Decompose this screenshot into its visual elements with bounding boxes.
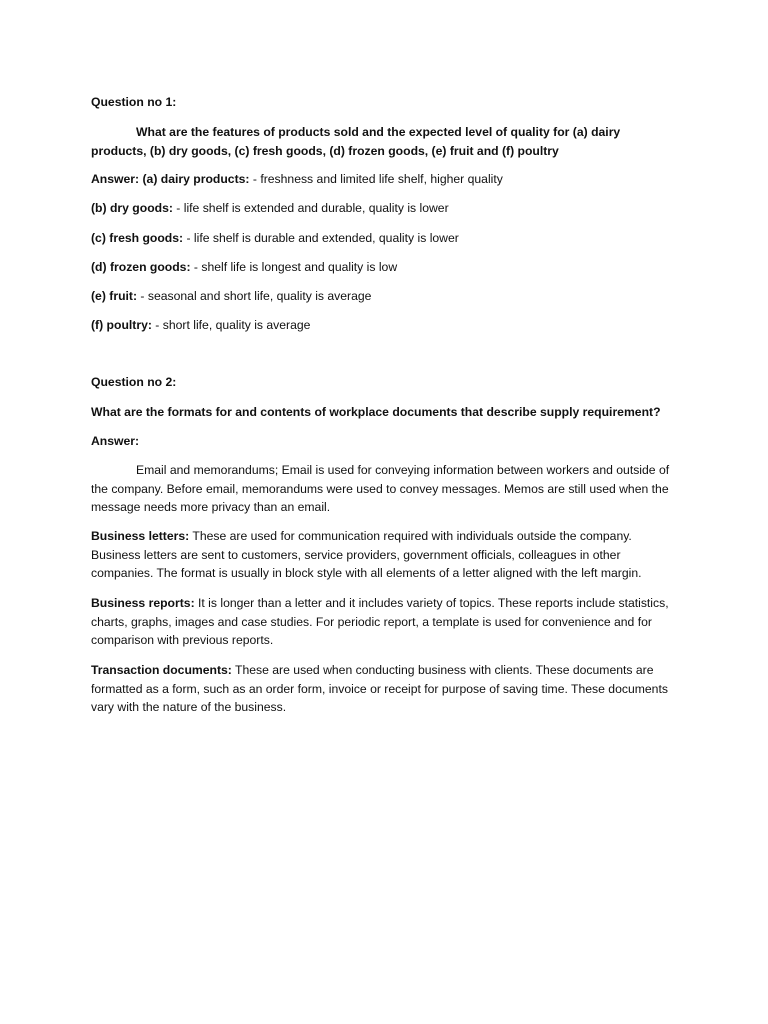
answer-1-item-f: [91, 316, 676, 335]
item-a-label: (a) dairy products:: [142, 172, 250, 186]
answer-1-item-b: [91, 199, 676, 218]
answer-2-label: Answer:: [91, 434, 140, 448]
answer-2-para-transactions: [91, 661, 676, 717]
item-c-label: (c) fresh goods:: [91, 231, 184, 245]
reports-text: It is longer than a letter and it includes variety of topics. These reports include statistics, charts, graphs, images and case studies. For periodic report, a template is used for convenience and for comparison with previous reports.: [91, 596, 669, 647]
answer-2-para-letters: [91, 527, 676, 583]
answer-1-label: Answer:: [91, 172, 140, 186]
item-d-text: - shelf life is longest and quality is low: [190, 260, 398, 274]
transactions-text: These are used when conducting business with clients. These documents are formatted as a form, such as an order form, invoice or receipt for purpose of saving time. These documents vary with the nature of the business.: [91, 663, 668, 714]
question-2-text: What are the formats for and contents of workplace documents that describe supply requirement?: [91, 405, 661, 419]
answer-2-para-reports: [91, 594, 676, 650]
item-c-text: - life shelf is durable and extended, quality is lower: [183, 231, 459, 245]
answer-2-para-email: Email and memorandums; Email is used for conveying information between workers and outside of the company. Before email, memorandums were used to convey messages. Memos are still used when the message needs more privacy than an email.: [91, 463, 670, 514]
answer-1-item-d: [91, 258, 676, 277]
question-1-text: What are the features of products sold and the expected level of quality for (a) dairy products, (b) dry goods, (c) fresh goods, (d) frozen goods, (e) fruit and (f) poultry: [91, 125, 621, 158]
item-e-label: (e) fruit:: [91, 289, 138, 303]
letters-text: These are used for communication required with individuals outside the company. Business letters are sent to customers, service providers, government officials, colleagues in other companies. The format is usually in block style with all elements of a letter aligned with the left margin.: [91, 529, 642, 580]
question-2-heading: Question no 2:: [91, 375, 177, 389]
item-e-text: - seasonal and short life, quality is average: [137, 289, 372, 303]
item-b-label: (b) dry goods:: [91, 201, 173, 215]
item-a-text: - freshness and limited life shelf, higher quality: [249, 172, 503, 186]
answer-1-item-e: [91, 287, 676, 306]
answer-1-item-c: [91, 229, 676, 248]
item-f-label: (f) poultry:: [91, 318, 152, 332]
item-d-label: (d) frozen goods:: [91, 260, 191, 274]
answer-1-item-a: [91, 170, 676, 189]
letters-label: Business letters:: [91, 529, 190, 543]
transactions-label: Transaction documents:: [91, 663, 232, 677]
reports-label: Business reports:: [91, 596, 195, 610]
question-1-heading: Question no 1:: [91, 95, 177, 109]
item-f-text: - short life, quality is average: [151, 318, 311, 332]
item-b-text: - life shelf is extended and durable, quality is lower: [172, 201, 449, 215]
